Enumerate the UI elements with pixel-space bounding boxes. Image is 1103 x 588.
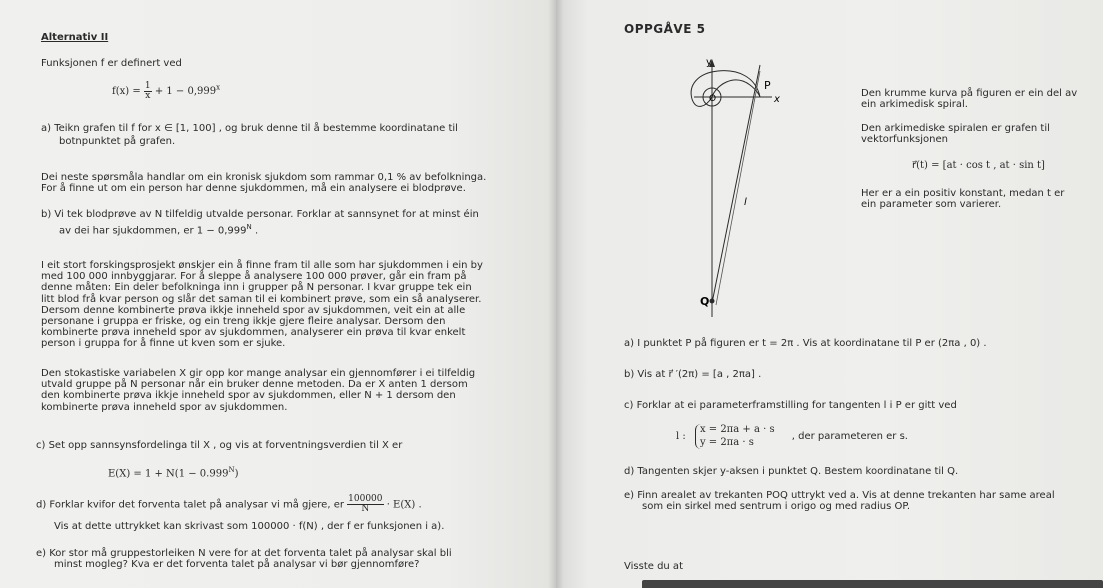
footer-heading: Visste du at (624, 561, 683, 572)
spiral-figure (686, 55, 806, 325)
paragraph-line: litt blod frå kvar person og slår det saman til ei kombinert prøve, som ein så analyserer. (41, 293, 482, 305)
fraction-denominator: x (145, 91, 151, 101)
paragraph-line: kombinerte prøva inneheld spor av sjukdommen. (41, 401, 288, 413)
paragraph-line: Dersom denne kombinerte prøva ikkje inneheld spor av sjukdommen, veit ein at alle (41, 304, 466, 316)
task-a: a) I punktet P på figuren er t = 2π . Vis at koordinatane til P er (2πa , 0) . (624, 338, 987, 349)
expectation-exponent: N (228, 466, 235, 474)
paragraph-line: Den stokastiske variabelen X gir opp kor mange analysar ein gjennomfører i ei tilfeldig (41, 368, 476, 379)
task-b-line: b) Vi tek blodprøve av N tilfeldig utvalde personar. Forklar at sannsynet for at minst éin (41, 209, 479, 220)
formula-fraction (144, 82, 152, 101)
parameter-description (861, 188, 1064, 210)
task-e-line: minst mogleg? Kva er det forventa talet på analysar vi bør gjennomføre? (54, 559, 420, 570)
task-b-end: . (251, 225, 259, 237)
function-formula (112, 82, 220, 101)
paragraph-line: personane i gruppa er friske, og ein treng ikkje gjere fleire analysar. Dersom den (41, 316, 446, 328)
point-q-label: Q (700, 295, 710, 308)
task-d-end: · E(X) . (386, 499, 422, 511)
formula-rhs: + 1 − 0,999 (154, 86, 217, 97)
description-line: vektorfunksjonen (861, 134, 948, 145)
param-y: y = 2πa · s (699, 436, 754, 448)
formula-lhs: f(x) = (112, 86, 141, 97)
y-axis-label: y (706, 57, 712, 68)
intro-paragraph-3 (41, 368, 475, 413)
right-page (556, 0, 1103, 588)
paragraph-line: den kombinerte prøva ikkje inneheld spor av sjukdommen, eller N + 1 dersom den (41, 390, 456, 402)
triangle-side (716, 71, 760, 305)
expectation-end: ) (234, 468, 239, 480)
paragraph-line: med 100 000 innbyggjarar. For å sleppe å analysere 100 000 prøver, går ein fram på (41, 271, 467, 283)
task-b-exponent: N (246, 223, 252, 231)
paragraph-line: For å finne ut om ein person har denne sjukdommen, må ein analysere ei blodprøve. (41, 183, 466, 194)
spiral-description (861, 88, 1077, 110)
function-intro: Funksjonen f er definert ved (41, 58, 182, 69)
expectation-formula (108, 466, 238, 480)
task-b: b) Vis at r⃗ ′(2π) = [a , 2πa] . (624, 369, 762, 380)
task-e-line: e) Finn arealet av trekanten POQ uttrykt ved a. Vis at denne trekanten har same areal (624, 490, 1055, 501)
footer-box (642, 580, 1103, 588)
origin-label: O (709, 94, 717, 104)
fraction-numerator: 100000 (348, 494, 383, 504)
description-line: Den krumme kurva på figuren er ein del av (861, 88, 1078, 99)
point-q-marker (710, 299, 715, 304)
vector-description (861, 123, 1050, 145)
alternative-heading: Alternativ II (41, 32, 109, 43)
param-x: x = 2πa + a · s (699, 424, 775, 435)
task-heading: OPPGÅVE 5 (624, 22, 706, 36)
task-d-line-2: Vis at dette uttrykket kan skrivast som 100000 · f(N) , der f er funksjonen i a). (54, 521, 445, 532)
paragraph-line: utvald gruppe på N personar når ein bruker denne metoden. Da er X anten 1 dersom (41, 379, 468, 391)
task-b-line: av dei har sjukdommen, er 1 − 0,999 (59, 225, 247, 237)
intro-paragraph-1 (41, 172, 486, 194)
task-c: c) Set opp sannsynsfordelinga til X , og vis at forventningsverdien til X er (36, 440, 403, 451)
description-line: Her er a ein positiv konstant, medan t er (861, 188, 1065, 199)
fraction-denominator: N (361, 504, 370, 514)
task-d-start: d) Forklar kvifor det forventa talet på analysar vi må gjere, er (36, 499, 344, 511)
tangent-label: l (744, 197, 747, 208)
task-a (41, 122, 458, 148)
param-note: , der parameteren er s. (791, 430, 908, 442)
task-b (41, 208, 479, 237)
formula-exponent: x (216, 83, 221, 92)
paragraph-line: person i gruppa for å finne ut kven som er sjuke. (41, 338, 286, 350)
tangent-parametric-form (676, 424, 908, 449)
book-spine-shadow (548, 0, 564, 588)
paragraph-line: I eit stort forskingsprosjekt ønskjer ein å finne fram til alle som har sjukdommen i ein by (41, 260, 483, 271)
vector-function-formula: r⃗(t) = [at · cos t , at · sin t] (912, 160, 1045, 171)
task-d: d) Tangenten skjer y-aksen i punktet Q. Bestem koordinatane til Q. (624, 466, 959, 477)
task-e-line: e) Kor stor må gruppestorleiken N vere for at det forventa talet på analysar skal bli (36, 548, 452, 559)
intro-paragraph-2 (41, 260, 483, 350)
task-d (36, 495, 422, 514)
task-a-line: botnpunktet på grafen. (59, 136, 176, 147)
param-system (695, 424, 775, 449)
description-line: ein parameter som varierer. (861, 199, 1002, 210)
task-d-fraction (347, 495, 383, 514)
paragraph-line: kombinerte prøva inneheld spor av sjukdommen, analyserer ein prøva til kvar enkelt (41, 327, 466, 339)
fraction-numerator: 1 (144, 81, 151, 91)
point-p-label: P (764, 79, 771, 92)
x-axis-label: x (774, 94, 780, 105)
paragraph-line: denne måten: Ein deler befolkninga inn i grupper på N personar. I kvar gruppe tek ein (41, 282, 472, 294)
expectation-main: E(X) = 1 + N(1 − 0.999 (108, 468, 229, 480)
task-e-line: som ein sirkel med sentrum i origo og med radius OP. (642, 501, 911, 512)
spiral-curve (691, 71, 760, 107)
task-e (36, 548, 452, 570)
paragraph-line: Dei neste spørsmåla handlar om ein kronisk sjukdom som rammar 0,1 % av befolkninga. (41, 172, 487, 183)
description-line: Den arkimediske spiralen er grafen til (861, 123, 1050, 134)
task-e (624, 490, 1055, 512)
tangent-line (712, 65, 760, 303)
task-c: c) Forklar at ei parameterframstilling for tangenten l i P er gitt ved (624, 400, 957, 411)
param-label: l : (676, 430, 686, 442)
description-line: ein arkimedisk spiral. (861, 99, 968, 110)
task-a-line: a) Teikn grafen til f for x ∈ [1, 100] , og bruk denne til å bestemme koordinatane til (41, 123, 458, 134)
